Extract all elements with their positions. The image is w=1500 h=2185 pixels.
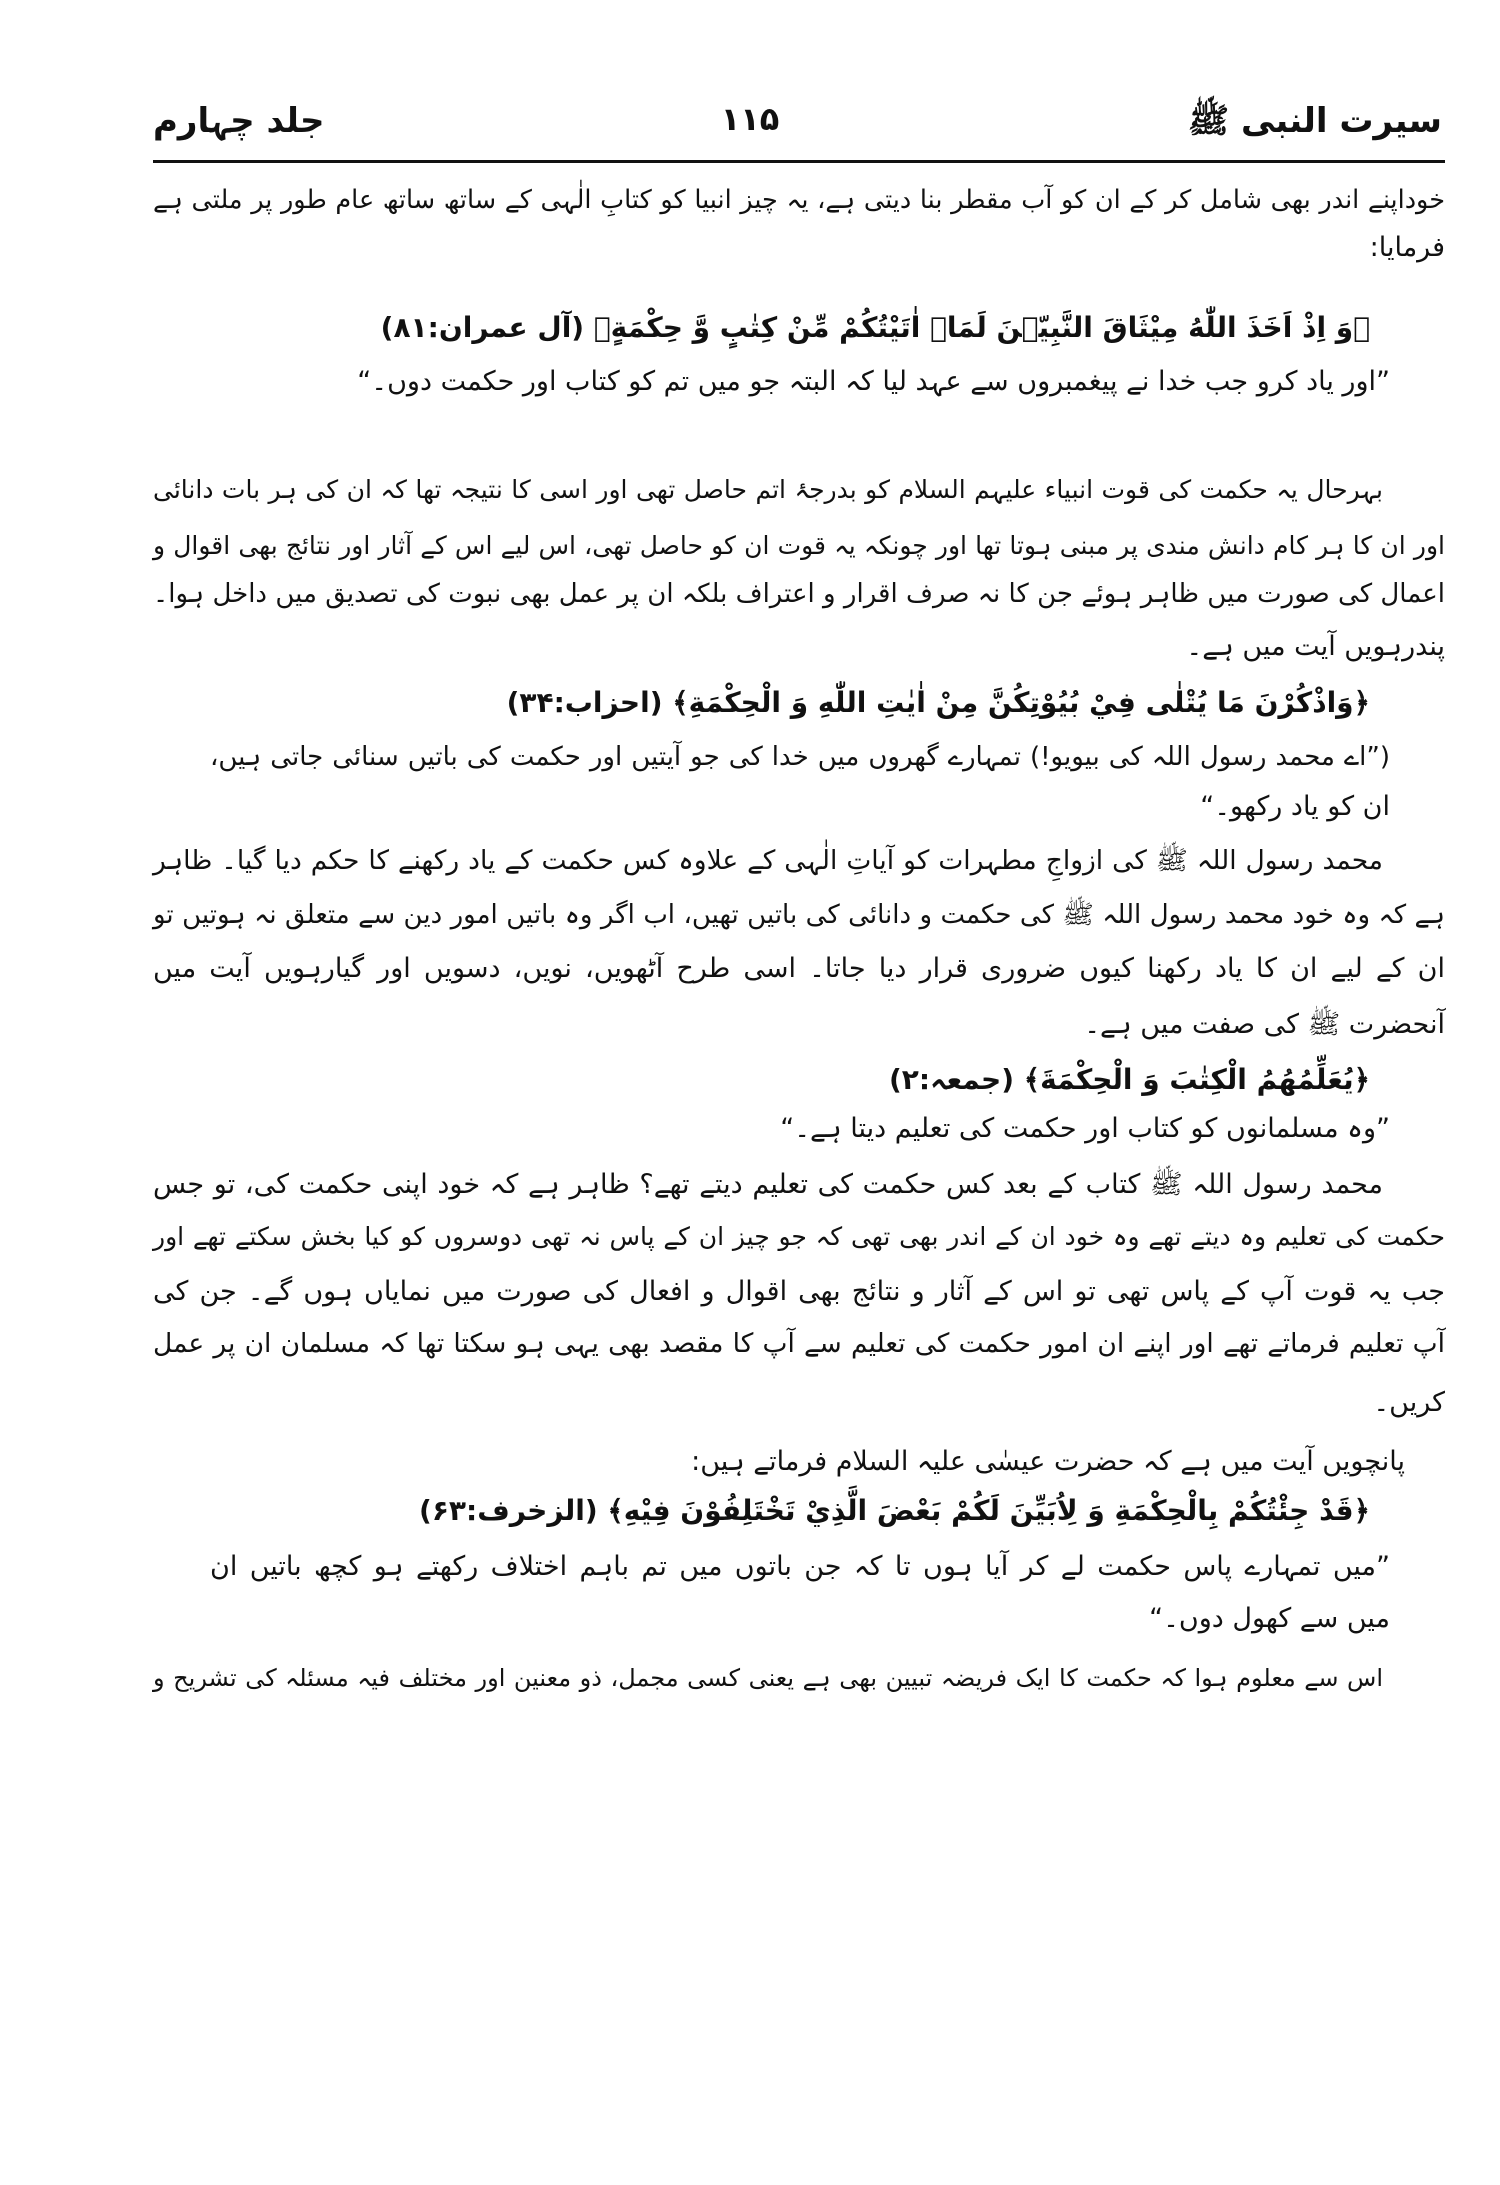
paragraph-line: آنحضرت ﷺ کی صفت میں ہے۔	[1084, 1009, 1445, 1040]
header-rule	[153, 160, 1445, 163]
quran-verse-line: ﴿وَ اِذْ اَخَذَ اللّٰهُ مِيْثَاقَ النَّبِيّٖنَ لَمَاۤ اٰتَيْتُكُمْ مِّنْ كِتٰبٍ وَّ حِكْمَةٍ﴾ (آل عمران:۸۱)	[380, 311, 1370, 344]
paragraph-line: اس سے معلوم ہوا کہ حکمت کا ایک فریضہ تبیین بھی ہے یعنی کسی مجمل، ذو معنین اور مختلف فیہ مسئلہ کی تشریح و	[153, 1664, 1383, 1692]
paragraph-line: ان کے لیے ان کا یاد رکھنا کیوں ضروری قرار دیا جاتا۔ اسی طرح آٹھویں، نویں، دسویں اور گیارہویں آیت میں	[153, 953, 1445, 984]
running-header-volume: جلد چہارم	[153, 101, 325, 141]
paragraph-line: جب یہ قوت آپ کے پاس تھی تو اس کے آثار و نتائج بھی اقوال و افعال کی صورت میں نمایاں ہوں گے۔ جن کی	[153, 1276, 1445, 1307]
translation-line: میں سے کھول دوں۔“	[1149, 1603, 1390, 1634]
paragraph-line: بہرحال یہ حکمت کی قوت انبیاء علیہم السلام کو بدرجۂ اتم حاصل تھی اور اسی کا نتیجہ تھا کہ ان کی ہر بات دانائی	[153, 475, 1383, 504]
translation-line: ”وہ مسلمانوں کو کتاب اور حکمت کی تعلیم دیتا ہے۔“	[780, 1113, 1390, 1144]
quran-verse-line: ﴿قَدْ جِئْتُكُمْ بِالْحِكْمَةِ وَ لِاُبَيِّنَ لَكُمْ بَعْضَ الَّذِيْ تَخْتَلِفُوْنَ فِيْهِ﴾ (الزخرف:۶۳)	[419, 1494, 1370, 1527]
page-number: ۱۱۵	[720, 100, 780, 138]
paragraph-line: محمد رسول اللہ ﷺ کتاب کے بعد کس حکمت کی تعلیم دیتے تھے؟ ظاہر ہے کہ خود اپنی حکمت کی، تو جس	[153, 1169, 1383, 1200]
paragraph-line: ہے کہ وہ خود محمد رسول اللہ ﷺ کی حکمت و دانائی کی باتیں تھیں، اب اگر وہ باتیں امور دین سے متعلق نہ ہوتیں تو	[153, 900, 1445, 930]
paragraph-line: اعمال کی صورت میں ظاہر ہوئے جن کا نہ صرف اقرار و اعتراف بلکہ ان پر عمل بھی نبوت کی تصدیق میں داخل ہوا۔	[153, 579, 1445, 609]
paragraph-line: آپ تعلیم فرماتے تھے اور اپنے ان امور حکمت کی تعلیم سے آپ کا مقصد بھی یہی ہو سکتا تھا کہ مسلمان ان پر عمل	[153, 1328, 1445, 1359]
paragraph-line: حکمت کی تعلیم وہ دیتے تھے وہ خود ان کے اندر بھی تھی کہ جو چیز ان کے پاس نہ تھی دوسروں کو کیا بخش سکتے تھے اور	[153, 1222, 1445, 1251]
paragraph-line: محمد رسول اللہ ﷺ کی ازواجِ مطہرات کو آیاتِ الٰہی کے علاوہ کس حکمت کے یاد رکھنے کا حکم دیا گیا۔ ظاہر	[153, 845, 1383, 876]
translation-line: (”اے محمد رسول اللہ کی بیویو!) تمہارے گھروں میں خدا کی جو آیتیں اور حکمت کی باتیں سنائی جاتی ہیں،	[210, 742, 1390, 772]
running-header-book-title: سیرت النبی ﷺ	[1188, 101, 1442, 141]
translation-line: ”اور یاد کرو جب خدا نے پیغمبروں سے عہد لیا کہ البتہ جو میں تم کو کتاب اور حکمت دوں۔“	[357, 366, 1390, 397]
translation-line: ان کو یاد رکھو۔“	[1200, 791, 1390, 822]
paragraph-line: فرمایا:	[1369, 232, 1445, 263]
paragraph-line: کریں۔	[1373, 1387, 1445, 1418]
quran-verse-line: ﴿يُعَلِّمُهُمُ الْكِتٰبَ وَ الْحِكْمَةَ﴾ (جمعہ:۲)	[888, 1063, 1370, 1096]
paragraph-line: خوداپنے اندر بھی شامل کر کے ان کو آب مقطر بنا دیتی ہے، یہ چیز انبیا کو کتابِ الٰہی کے ساتھ ساتھ عام طور پر ملتی ہے	[153, 185, 1445, 215]
paragraph-line: پندرہویں آیت میں ہے۔	[1186, 631, 1445, 662]
translation-line: ”میں تمہارے پاس حکمت لے کر آیا ہوں تا کہ جن باتوں میں تم باہم اختلاف رکھتے ہو کچھ باتیں ان	[210, 1551, 1390, 1582]
quran-verse-line: ﴿وَاذْكُرْنَ مَا يُتْلٰى فِيْ بُيُوْتِكُنَّ مِنْ اٰيٰتِ اللّٰهِ وَ الْحِكْمَةِ﴾ (احزاب:۳۴)	[506, 686, 1370, 719]
paragraph-line: اور ان کا ہر کام دانش مندی پر مبنی ہوتا تھا اور چونکہ یہ قوت ان کو حاصل تھی، اس لیے اس کے آثار اور نتائج بھی اقوال و	[153, 531, 1445, 560]
paragraph-line: پانچویں آیت میں ہے کہ حضرت عیسٰی علیہ السلام فرماتے ہیں:	[691, 1446, 1405, 1477]
